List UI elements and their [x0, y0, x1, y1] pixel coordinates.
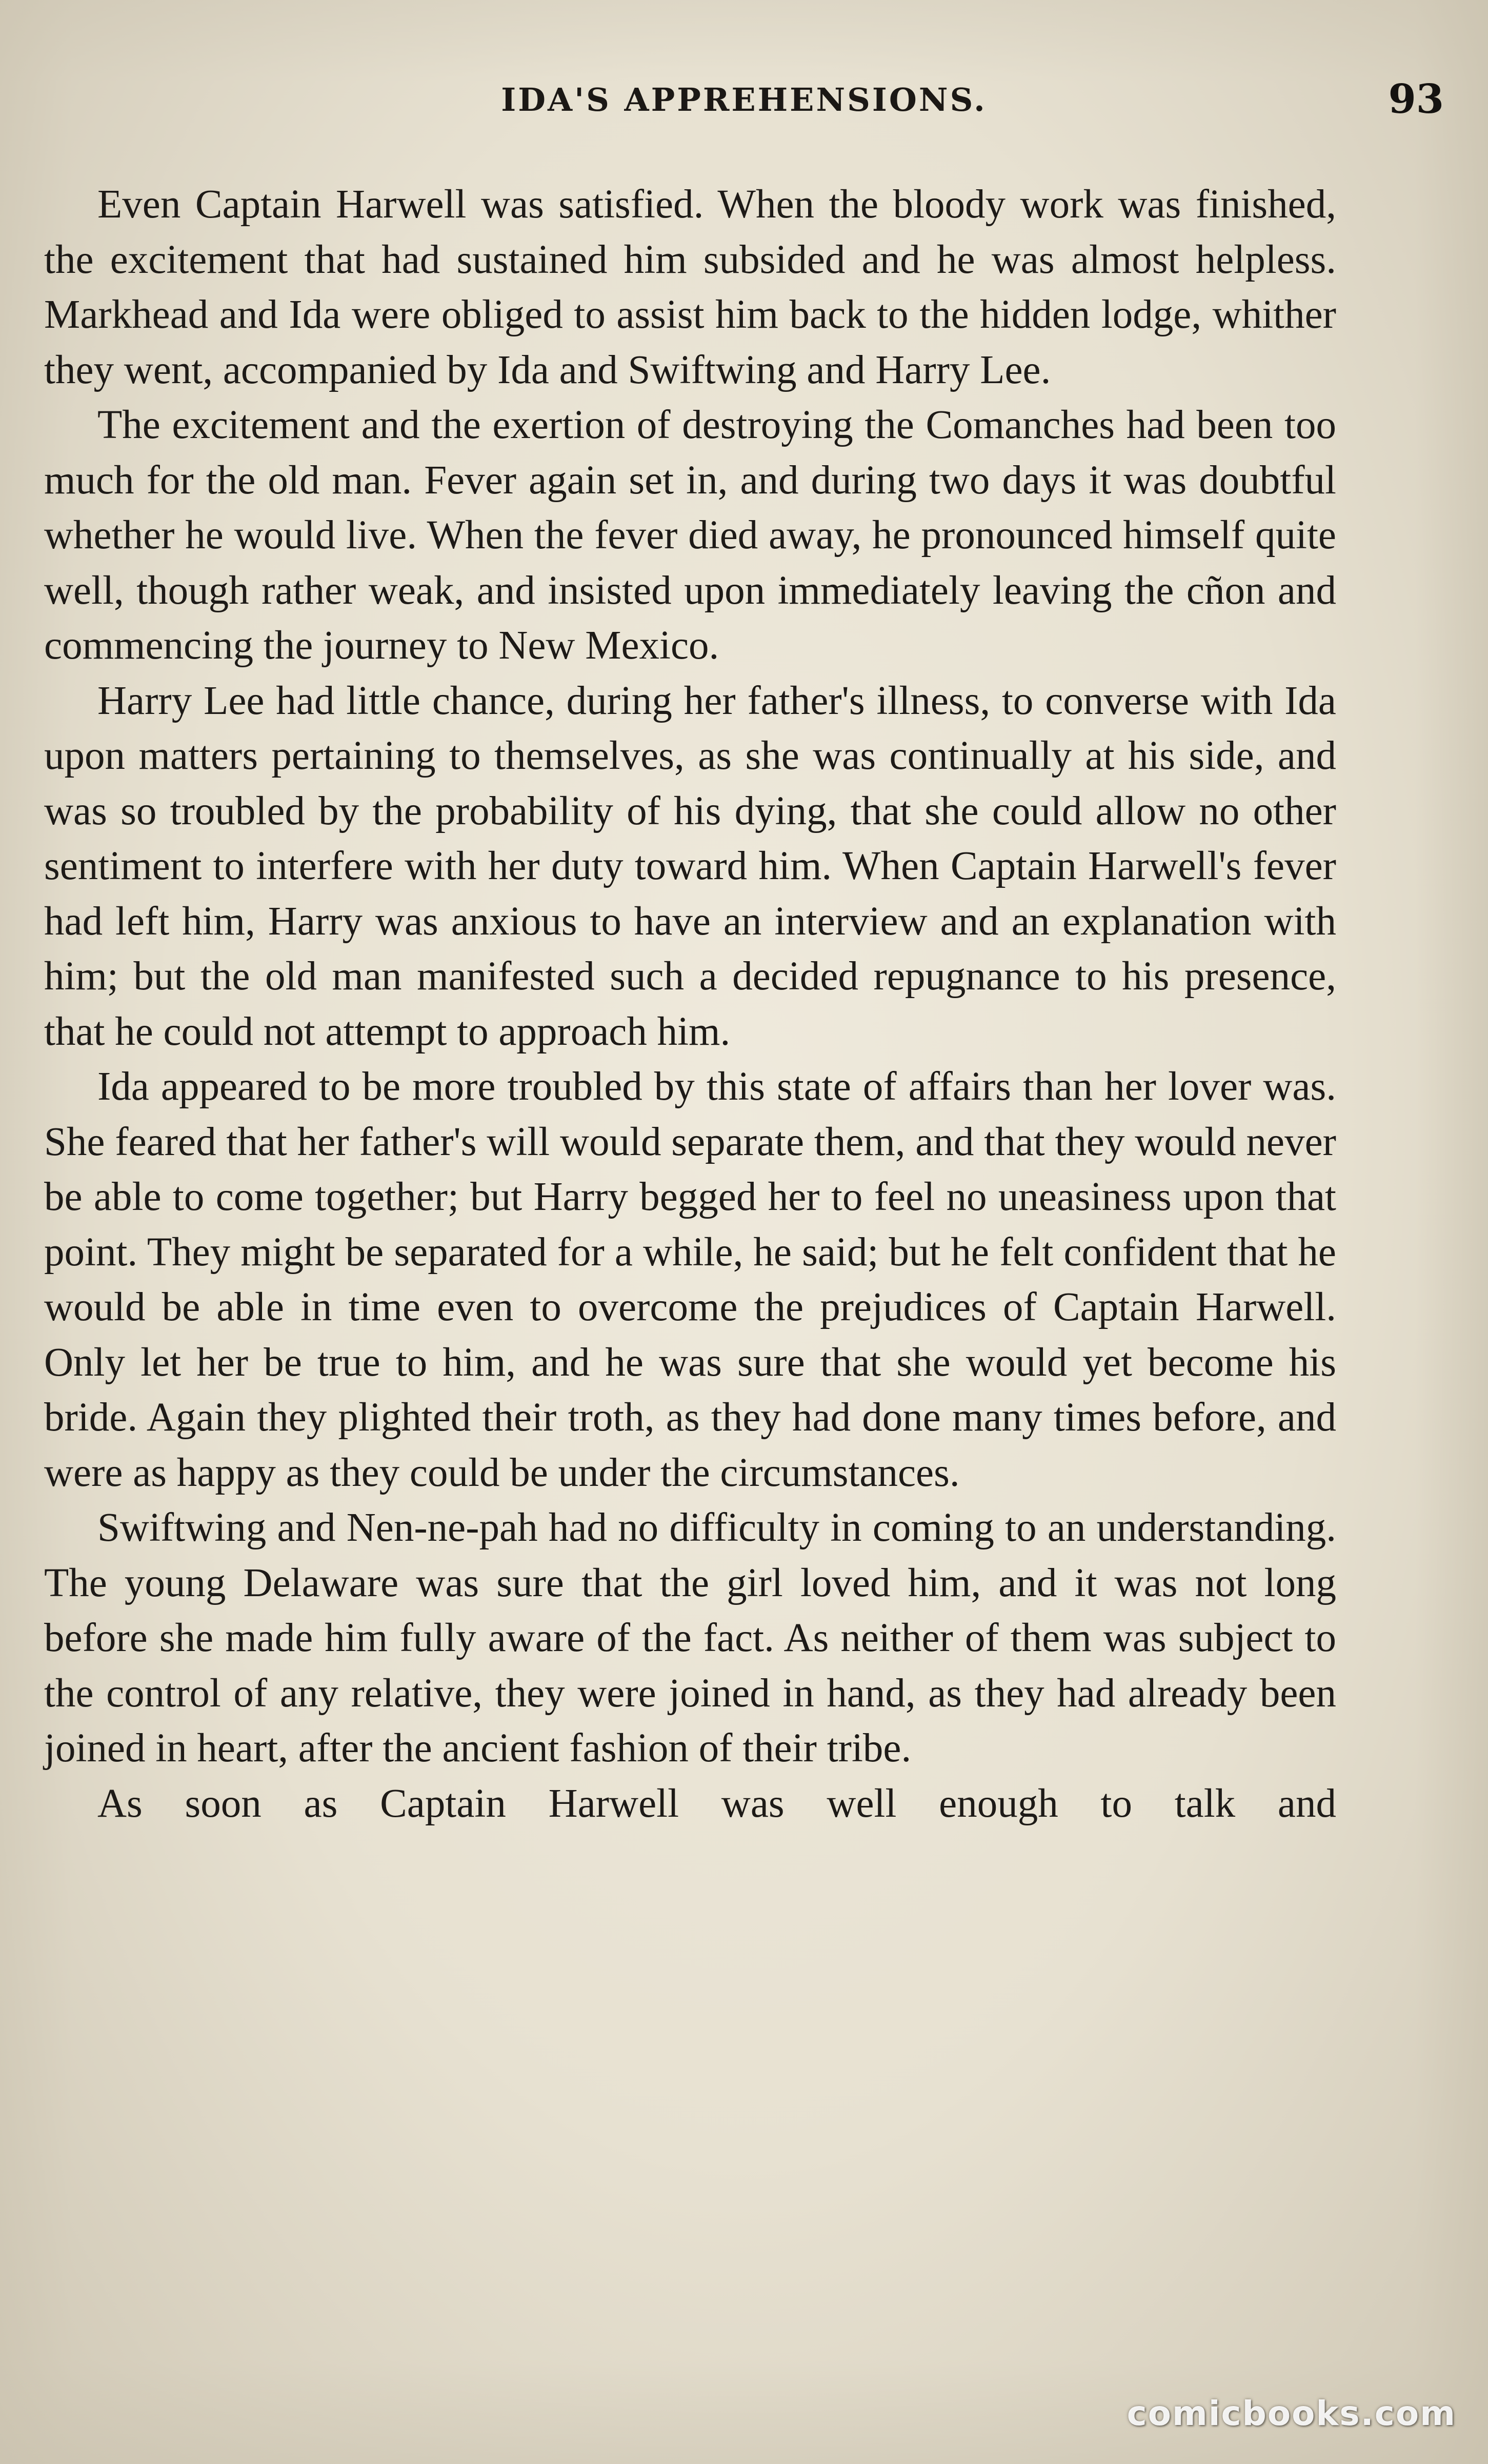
paragraph-1: Even Captain Harwell was satisfied. When the bloody work was finished, the excitement that had sustained him subsided and he was almost helpless. Markhead and Ida were obliged to assist him back to the hidden lodge, whither they went, accompanied by Ida and Swiftwing and Harry Lee. [44, 182, 1336, 392]
paragraph-3: Harry Lee had little chance, during her father's illness, to converse with Ida upon matters pertaining to themselves, as she was continually at his side, and was so troubled by the probability of his dying, that she could allow no other sentiment to interfere with her duty toward him. When Captain Harwell's fever had left him, Harry was anxious to have an interview and an explanation with him; but the old man manifested such a decided repugnance to his presence, that he could not attempt to approach him. [44, 678, 1336, 1054]
paragraph-6: As soon as Captain Harwell was well enough to talk and [97, 1781, 1336, 1826]
watermark: comicbooks.com [1127, 2394, 1456, 2433]
paragraph-2: The excitement and the exertion of destroying the Comanches had been too much for the old man. Fever again set in, and during two days it was doubtful whether he would live. When the fever died away, he pronounced himself quite well, though rather weak, and insisted upon immediately leaving the cñon and commencing the journey to New Mexico. [44, 403, 1336, 668]
paragraph-4: Ida appeared to be more troubled by this state of affairs than her lover was. She feared that her father's will would separate them, and that they would never be able to come together; but Harry begged her to feel no uneasiness upon that point. They might be separated for a while, he said; but he felt confident that he would be able in time even to overcome the prejudices of Captain Harwell. Only let her be true to him, and he was sure that she would yet become his bride. Again they plighted their troth, as they had done many times before, and were as happy as they could be under the circumstances. [44, 1064, 1336, 1495]
page-number: 93 [1388, 76, 1444, 123]
paragraph-5: Swiftwing and Nen-ne-pah had no difficulty in coming to an understanding. The young Delaware was sure that the girl loved him, and it was not long before she made him fully aware of the fact. As neither of them was subject to the control of any relative, they were joined in hand, as they had already been joined in heart, after the ancient fashion of their tribe. [44, 1505, 1336, 1771]
running-head [44, 76, 1444, 132]
running-title: IDA'S APPREHENSIONS. [501, 81, 987, 118]
body-text [44, 177, 1336, 1831]
